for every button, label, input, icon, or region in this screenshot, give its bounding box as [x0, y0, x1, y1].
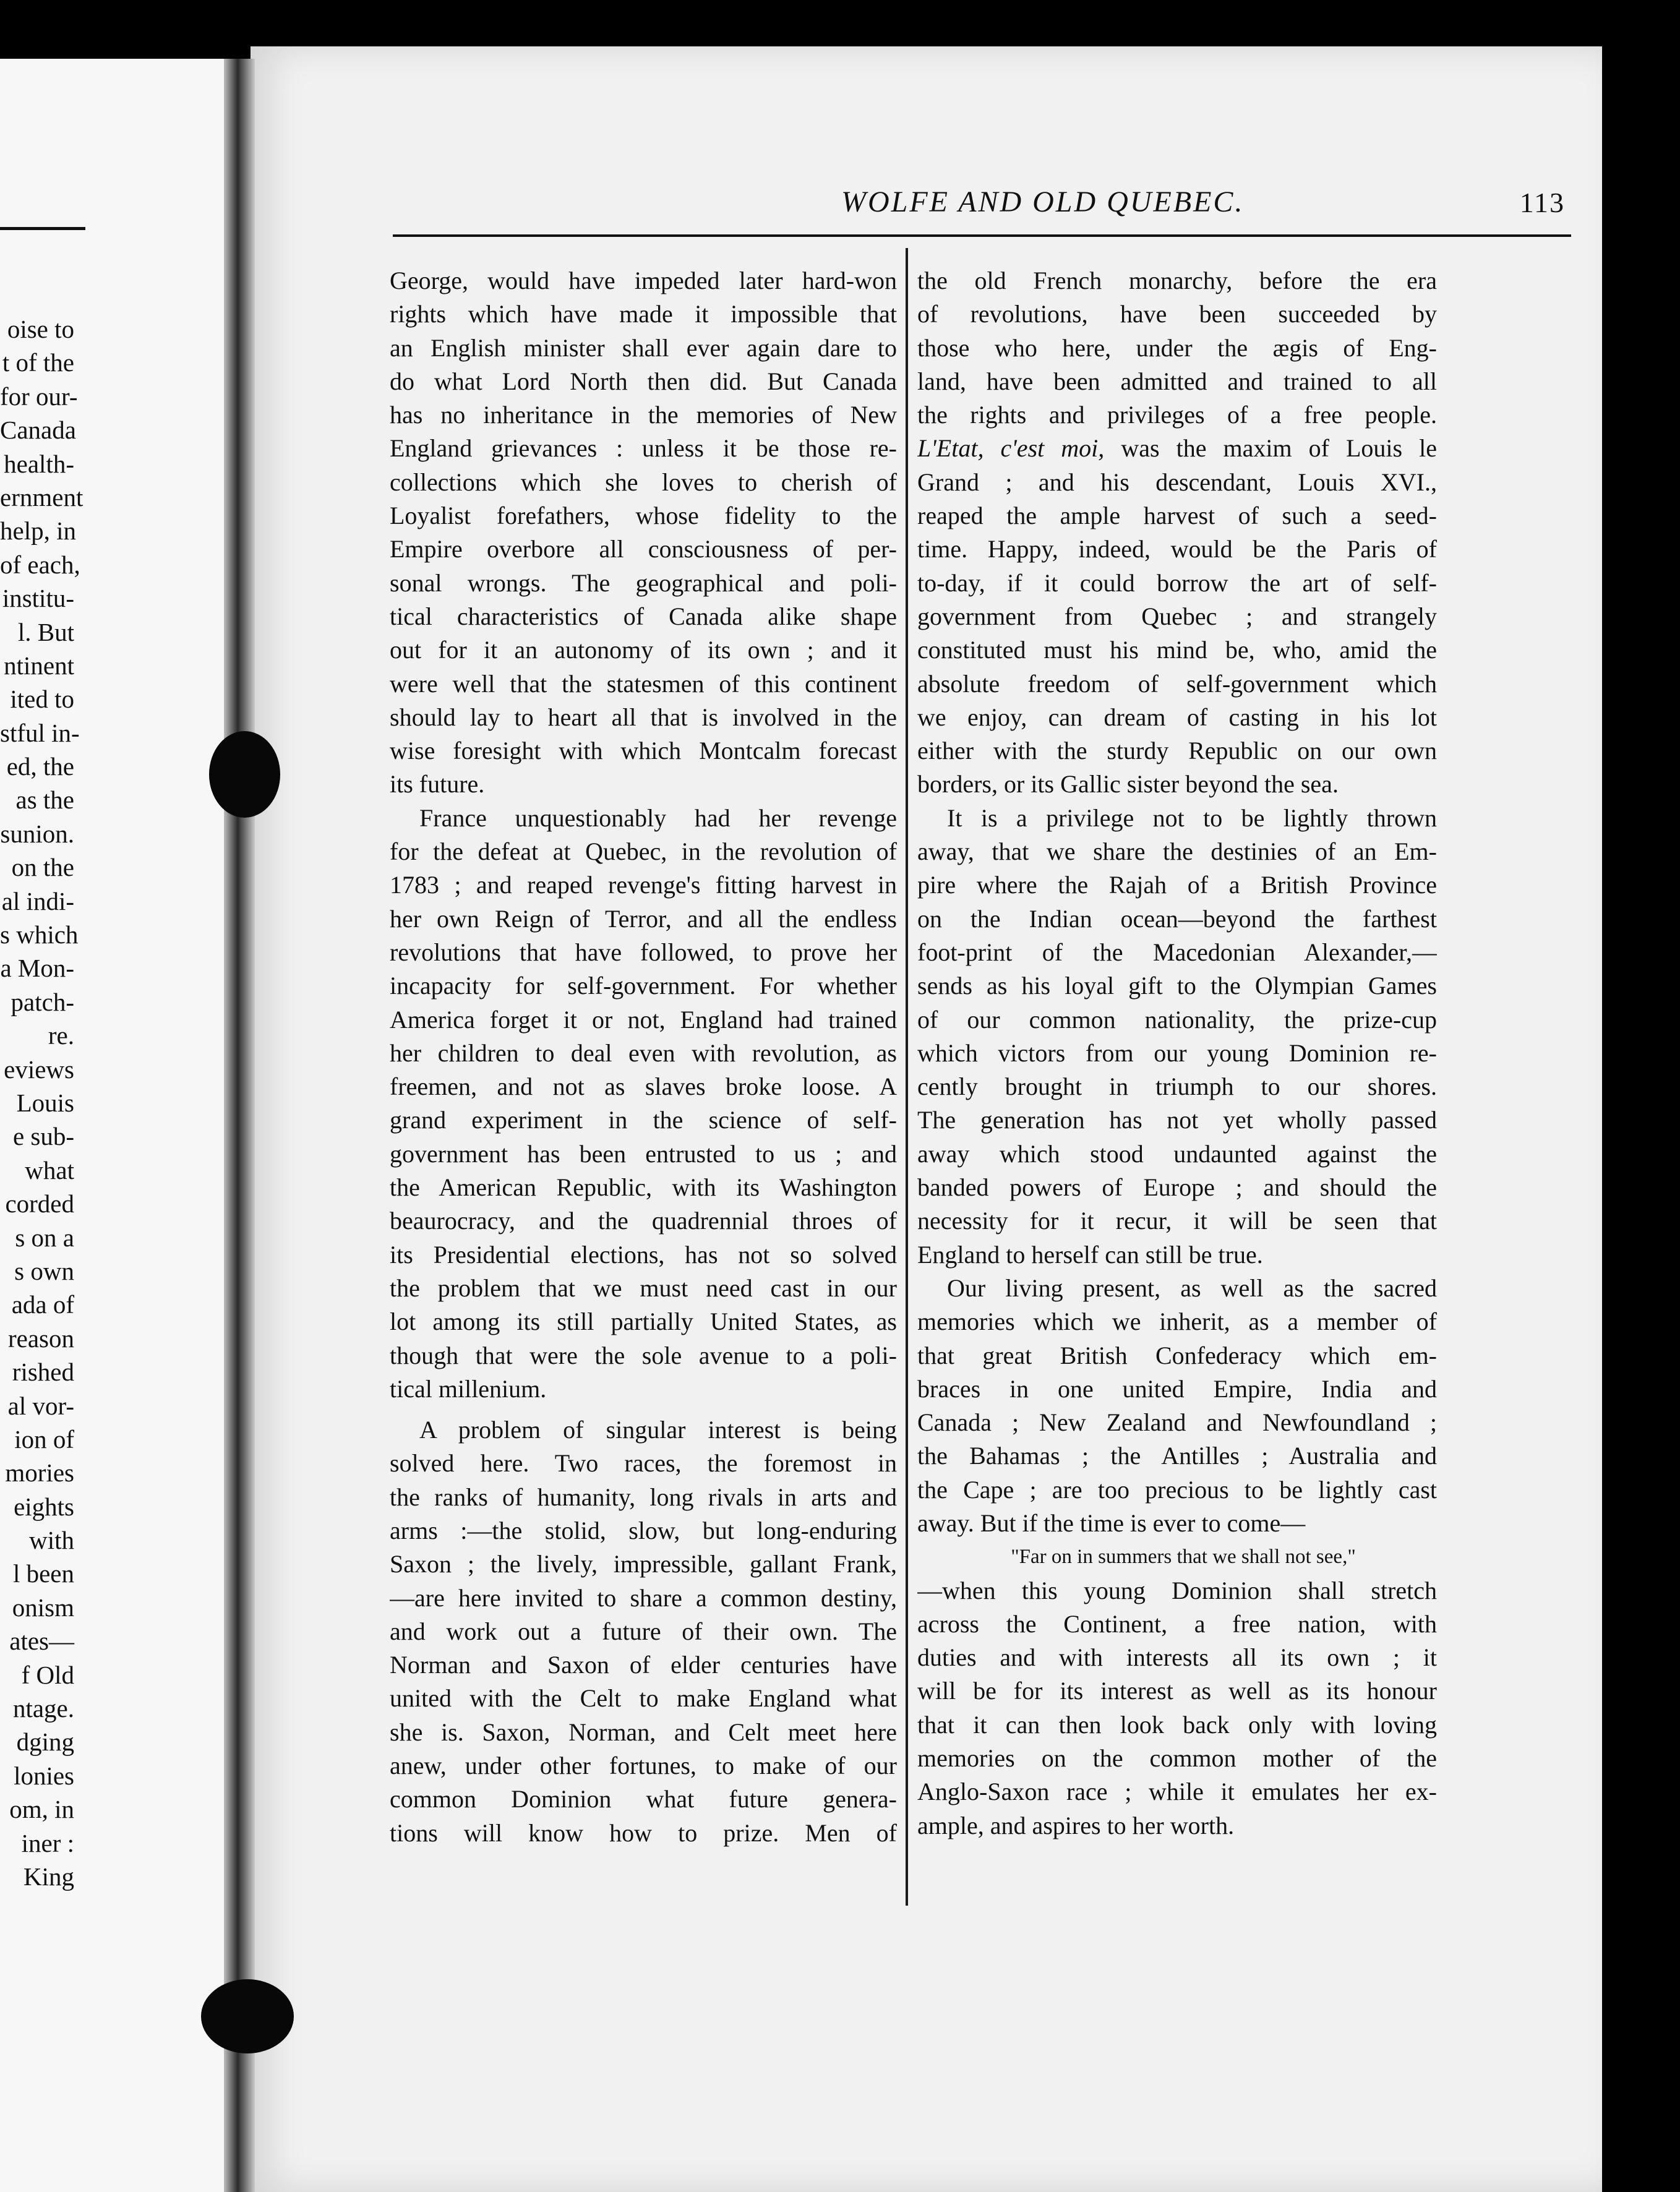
text-line: incapacity for self-government. For whether	[390, 972, 897, 1000]
running-head	[393, 185, 1571, 228]
paragraph-gap	[390, 1406, 897, 1413]
text-line: on the Indian ocean—beyond the farthest	[917, 904, 1437, 933]
text-line: A problem of singular interest is being	[419, 1416, 897, 1444]
text-line: should lay to heart all that is involved in the	[390, 703, 897, 731]
text-line: arms :—the stolid, slow, but long-enduring	[390, 1516, 897, 1544]
facing-page-line: for our-	[0, 382, 78, 411]
text-line: the American Republic, with its Washington	[390, 1173, 897, 1202]
column-divider	[906, 248, 908, 1906]
facing-page-line: sunion.	[0, 819, 74, 848]
page-number: 113	[1519, 187, 1565, 218]
facing-page-line: health-	[4, 449, 74, 478]
text-line: lot among its still partially United States, as	[390, 1308, 897, 1336]
text-line: away, that we share the destinies of an Em-	[917, 837, 1437, 866]
text-line: The generation has not yet wholly passed	[917, 1106, 1437, 1134]
facing-page-line: s which	[0, 920, 79, 949]
facing-page-line: e sub-	[12, 1122, 74, 1151]
facing-page-line: reason	[7, 1324, 74, 1353]
facing-page-line: iner :	[21, 1828, 74, 1857]
facing-page-line: re.	[48, 1021, 74, 1050]
text-line: we enjoy, can dream of casting in his lot	[917, 703, 1437, 731]
text-line: the ranks of humanity, long rivals in arts and	[390, 1483, 897, 1511]
text-line: Loyalist forefathers, whose fidelity to the	[390, 502, 897, 530]
text-line: she is. Saxon, Norman, and Celt meet here	[390, 1718, 897, 1746]
facing-page-line: stful in-	[0, 718, 80, 747]
text-line: revolutions that have followed, to prove her	[390, 938, 897, 966]
text-line: France unquestionably had her revenge	[419, 803, 897, 832]
text-line: an English minister shall ever again dare to	[390, 333, 897, 362]
text-line: tical millenium.	[390, 1374, 547, 1403]
facing-page-line: institu-	[2, 584, 74, 613]
line-text: was the maxim of Louis le	[1104, 434, 1437, 463]
facing-page-line: corded	[5, 1189, 74, 1218]
text-line: that it can then look back only with loving	[917, 1710, 1437, 1739]
page-title: WOLFE AND OLD QUEBEC.	[841, 186, 1245, 218]
text-line: tions will know how to prize. Men of	[390, 1818, 897, 1847]
facing-page-text	[0, 312, 84, 1893]
left-column	[390, 264, 897, 1850]
text-line: "Far on in summers that we shall not see,"	[1011, 1546, 1356, 1569]
text-line: wise foresight with which Montcalm forecast	[390, 737, 897, 765]
text-line: those who here, under the ægis of Eng-	[917, 333, 1437, 362]
text-line: to-day, if it could borrow the art of self-	[917, 568, 1437, 597]
text-line: ample, and aspires to her worth.	[917, 1811, 1235, 1839]
text-line: Canada ; New Zealand and Newfoundland ;	[917, 1408, 1437, 1437]
ink-blot	[209, 731, 280, 818]
text-line: cently brought in triumph to our shores.	[917, 1072, 1437, 1101]
text-line: sonal wrongs. The geographical and poli-	[390, 568, 897, 597]
text-line: England to herself can still be true.	[917, 1240, 1263, 1269]
text-line: out for it an autonomy of its own ; and it	[390, 636, 897, 664]
text-line: pire where the Rajah of a British Province	[917, 871, 1437, 899]
text-line: absolute freedom of self-government which	[917, 669, 1437, 698]
text-line: common Dominion what future genera-	[390, 1785, 897, 1813]
facing-page-line: l. But	[17, 617, 74, 646]
facing-page-line: ates—	[9, 1627, 74, 1656]
header-rule	[393, 234, 1571, 237]
facing-page-line: al indi-	[1, 886, 74, 915]
text-line: Empire overbore all consciousness of per-	[390, 535, 897, 563]
text-line: away which stood undaunted against the	[917, 1139, 1437, 1168]
text-line: —are here invited to share a common destiny,	[390, 1583, 897, 1612]
book-page	[251, 46, 1602, 2192]
facing-page-line: as the	[15, 786, 74, 815]
facing-page-line: Louis	[16, 1088, 74, 1117]
text-line: were well that the statesmen of this continent	[390, 669, 897, 698]
text-line: for the defeat at Quebec, in the revolution of	[390, 837, 897, 866]
facing-page-line: lonies	[14, 1761, 74, 1790]
right-column	[917, 264, 1437, 1843]
facing-page-line: s on a	[15, 1223, 74, 1252]
text-line: will be for its interest as well as its honour	[917, 1677, 1437, 1705]
text-line: of our common nationality, the prize-cup	[917, 1005, 1437, 1034]
facing-page-line: onism	[12, 1593, 74, 1622]
text-line: It is a privilege not to be lightly thrown	[947, 803, 1437, 832]
text-line: the Bahamas ; the Antilles ; Australia and	[917, 1442, 1437, 1470]
text-line: that great British Confederacy which em-	[917, 1341, 1437, 1369]
text-line: its future.	[390, 770, 485, 798]
text-line: government from Quebec ; and strangely	[917, 602, 1437, 630]
text-line: memories on the common mother of the	[917, 1744, 1437, 1773]
facing-page-line: with	[29, 1526, 74, 1555]
facing-page-line: eviews	[4, 1055, 74, 1084]
facing-page-rule	[0, 227, 85, 230]
text-line: do what Lord North then did. But Canada	[390, 367, 897, 395]
text-line: England grievances : unless it be those re-	[390, 434, 897, 463]
text-line: the old French monarchy, before the era	[917, 267, 1437, 294]
text-line: grand experiment in the science of self-	[390, 1106, 897, 1134]
facing-page-line: t of the	[2, 348, 74, 377]
facing-page-line: ernment	[0, 482, 84, 512]
text-line: banded powers of Europe ; and should the	[917, 1173, 1437, 1202]
text-line: duties and with interests all its own ; it	[917, 1643, 1437, 1672]
text-line: borders, or its Gallic sister beyond the sea.	[917, 770, 1339, 798]
text-line: her own Reign of Terror, and all the endless	[390, 904, 897, 933]
facing-page-line: what	[25, 1155, 74, 1184]
text-line: constituted must his mind be, who, amid the	[917, 636, 1437, 664]
text-line: time. Happy, indeed, would be the Paris of	[917, 535, 1437, 563]
text-line: united with the Celt to make England what	[390, 1684, 897, 1713]
text-line	[917, 432, 1437, 465]
facing-page	[0, 59, 229, 2192]
text-line: land, have been admitted and trained to all	[917, 367, 1437, 395]
text-line: and work out a future of their own. The	[390, 1617, 897, 1645]
facing-page-line: s own	[14, 1256, 74, 1285]
text-line: the problem that we must need cast in our	[390, 1274, 897, 1302]
facing-page-line: eights	[14, 1492, 74, 1521]
text-line: though that were the sole avenue to a poli-	[390, 1341, 897, 1369]
text-line: America forget it or not, England had trained	[390, 1005, 897, 1034]
text-line: beaurocracy, and the quadrennial throes of	[390, 1207, 897, 1235]
facing-page-line: King	[24, 1862, 74, 1891]
facing-page-line: help, in	[0, 516, 76, 546]
text-line: her children to deal even with revolution, as	[390, 1038, 897, 1067]
text-line: of revolutions, have been succeeded by	[917, 300, 1437, 328]
facing-page-line: l been	[12, 1559, 74, 1588]
facing-page-line: ntage.	[12, 1694, 74, 1723]
text-line: reaped the ample harvest of such a seed-	[917, 502, 1437, 530]
facing-page-line: dging	[16, 1727, 74, 1757]
text-line: collections which she loves to cherish of	[390, 468, 897, 496]
facing-page-line: ion of	[14, 1424, 74, 1453]
ink-blot	[201, 1979, 294, 2053]
facing-page-line: ntinent	[4, 651, 74, 680]
text-line: the Cape ; are too precious to be lightly cast	[917, 1475, 1437, 1504]
facing-page-line: om, in	[9, 1795, 74, 1824]
facing-page-line: Canada	[0, 416, 76, 445]
text-line: anew, under other fortunes, to make of our	[390, 1752, 897, 1780]
text-line: memories which we inherit, as a member of	[917, 1308, 1437, 1336]
facing-page-line: f Old	[21, 1660, 74, 1689]
text-line: away. But if the time is ever to come—	[917, 1509, 1306, 1537]
text-line: George, would have impeded later hard-won	[390, 267, 897, 294]
text-line: government has been entrusted to us ; and	[390, 1139, 897, 1168]
facing-page-line: al vor-	[7, 1391, 74, 1420]
text-line: solved here. Two races, the foremost in	[390, 1449, 897, 1478]
text-line: —when this young Dominion shall stretch	[917, 1576, 1437, 1604]
text-line: its Presidential elections, has not so solved	[390, 1240, 897, 1269]
text-line: Anglo-Saxon race ; while it emulates her ex-	[917, 1778, 1437, 1806]
facing-page-line: rished	[12, 1358, 74, 1387]
text-line: Our living present, as well as the sacred	[947, 1274, 1437, 1302]
text-line: tical characteristics of Canada alike shape	[390, 602, 897, 630]
text-line: sends as his loyal gift to the Olympian Games	[917, 972, 1437, 1000]
facing-page-line: mories	[5, 1458, 74, 1488]
facing-page-line: oise to	[7, 315, 74, 343]
text-line: across the Continent, a free nation, with	[917, 1609, 1437, 1638]
text-line: 1783 ; and reaped revenge's fitting harvest in	[390, 871, 897, 899]
text-line: Saxon ; the lively, impressible, gallant Frank,	[390, 1550, 897, 1578]
text-line: Norman and Saxon of elder centuries have	[390, 1651, 897, 1679]
text-line: braces in one united Empire, India and	[917, 1374, 1437, 1403]
facing-page-line: patch-	[11, 987, 74, 1016]
text-line: the rights and privileges of a free people.	[917, 401, 1437, 429]
text-line: foot-print of the Macedonian Alexander,—	[917, 938, 1437, 966]
text-line: freemen, and not as slaves broke loose. A	[390, 1072, 897, 1101]
facing-page-line: ited to	[10, 685, 74, 714]
italic-phrase: L'Etat, c'est moi,	[917, 434, 1105, 463]
facing-page-line: on the	[11, 853, 74, 882]
text-line: either with the sturdy Republic on our own	[917, 737, 1437, 765]
text-line: Grand ; and his descendant, Louis XVI.,	[917, 468, 1437, 496]
facing-page-line: of each,	[0, 550, 80, 579]
book-gutter	[224, 59, 255, 2192]
facing-page-line: ada of	[11, 1290, 74, 1319]
facing-page-line: a Mon-	[0, 954, 74, 983]
text-line: necessity for it recur, it will be seen that	[917, 1207, 1437, 1235]
text-line: rights which have made it impossible that	[390, 300, 897, 328]
text-line: has no inheritance in the memories of New	[390, 401, 897, 429]
facing-page-line: ed, the	[6, 752, 74, 781]
text-line: which victors from our young Dominion re-	[917, 1038, 1437, 1067]
